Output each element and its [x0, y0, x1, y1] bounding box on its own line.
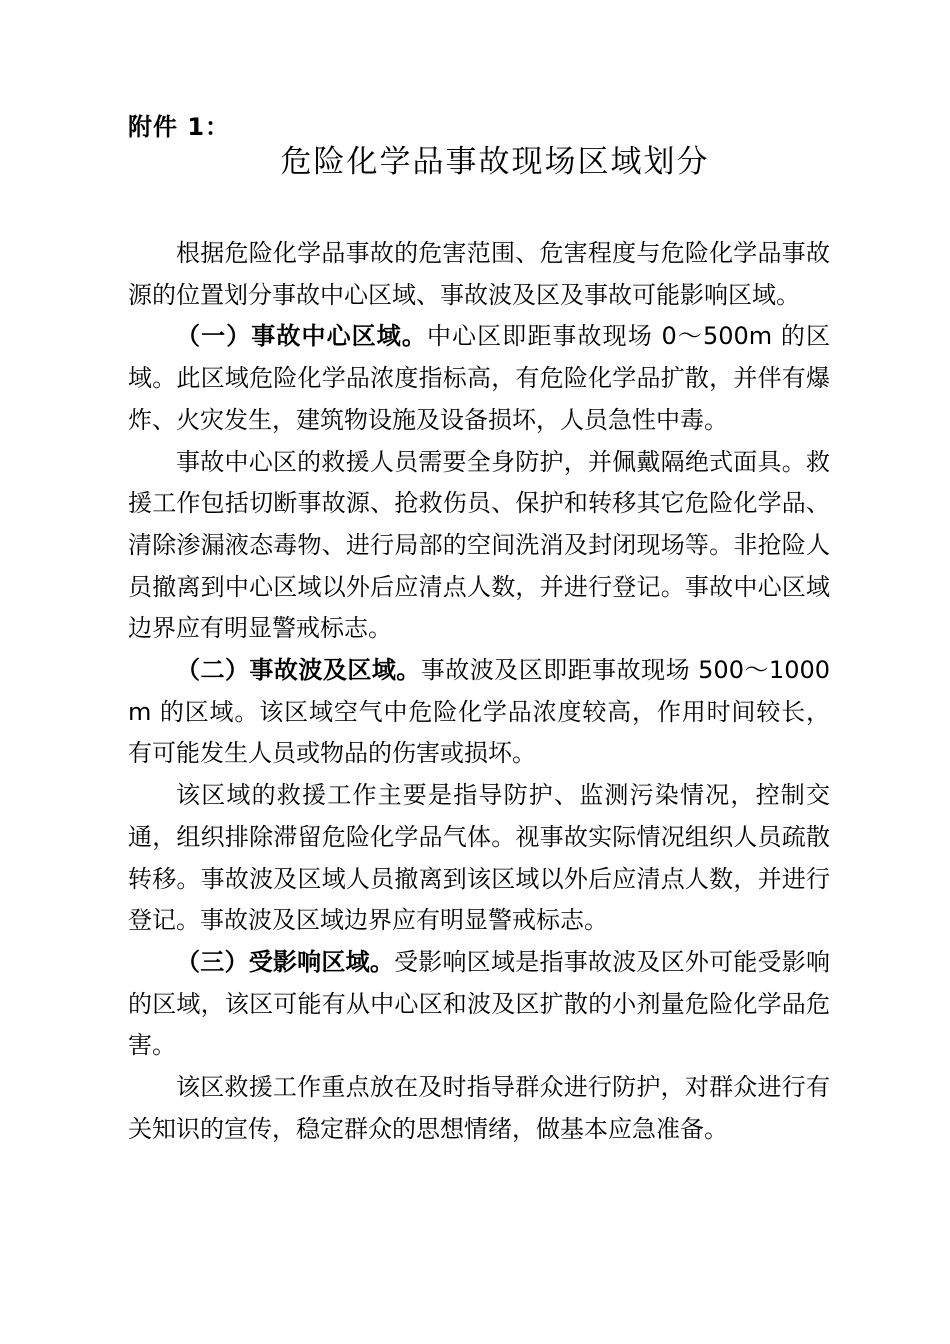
section-heading-center-zone: （一）事故中心区域。: [176, 322, 427, 351]
paragraph-text: 根据危险化学品事故的危害范围、危害程度与危险化学品事故源的位置划分事故中心区域、事故波及区及事故可能影响区域。: [128, 239, 830, 309]
paragraph-text: 该区救援工作重点放在及时指导群众进行防护，对群众进行有关知识的宣传，稳定群众的思想情绪，做基本应急准备。: [128, 1073, 830, 1143]
document-title: 危险化学品事故现场区域划分: [280, 144, 710, 180]
section-heading-affected-zone: （二）事故波及区域。: [176, 656, 421, 685]
paragraph-influence-zone: [128, 942, 830, 1067]
attachment-label: 附件 1：: [128, 113, 231, 141]
paragraph-center-zone-rescue: [128, 442, 830, 651]
paragraph-text: 受影响区域是指事故波及区外可能受影响的区域，该区可能有从中心区和波及区扩散的小剂量危险化学品危害。: [128, 947, 830, 1060]
paragraph-text: 事故波及区即距事故现场 500～1000m 的区域。该区域空气中危险化学品浓度较高，作用时间较长，有可能发生人员或物品的伤害或损坏。: [128, 656, 831, 768]
section-heading-influence-zone: （三）受影响区域。: [176, 947, 395, 976]
paragraph-text: 中心区即距事故现场 0～500m 的区域。此区域危险化学品浓度指标高，有危险化学品扩散，并伴有爆炸、火灾发生，建筑物设施及设备损坏，人员急性中毒。: [128, 322, 830, 434]
document-body: [128, 233, 830, 1150]
paragraph-center-zone: [128, 316, 830, 441]
paragraph-text: 该区域的救援工作主要是指导防护、监测污染情况，控制交通，组织排除滞留危险化学品气体。视事故实际情况组织人员疏散转移。事故波及区域人员撤离到该区域以外后应清点人数，并进行登记。事故波及区域边界应有明显警戒标志。: [128, 781, 830, 935]
paragraph-affected-zone-rescue: [128, 775, 830, 942]
paragraph-affected-zone: [128, 650, 830, 775]
paragraph-text: 事故中心区的救援人员需要全身防护，并佩戴隔绝式面具。救援工作包括切断事故源、抢救伤员、保护和转移其它危险化学品、清除渗漏液态毒物、进行局部的空间洗消及封闭现场等。非抢险人员撤离到中心区域以外后应清点人数，并进行登记。事故中心区域边界应有明显警戒标志。: [128, 447, 830, 643]
paragraph-influence-zone-rescue: [128, 1067, 830, 1150]
paragraph-intro: [128, 233, 830, 316]
